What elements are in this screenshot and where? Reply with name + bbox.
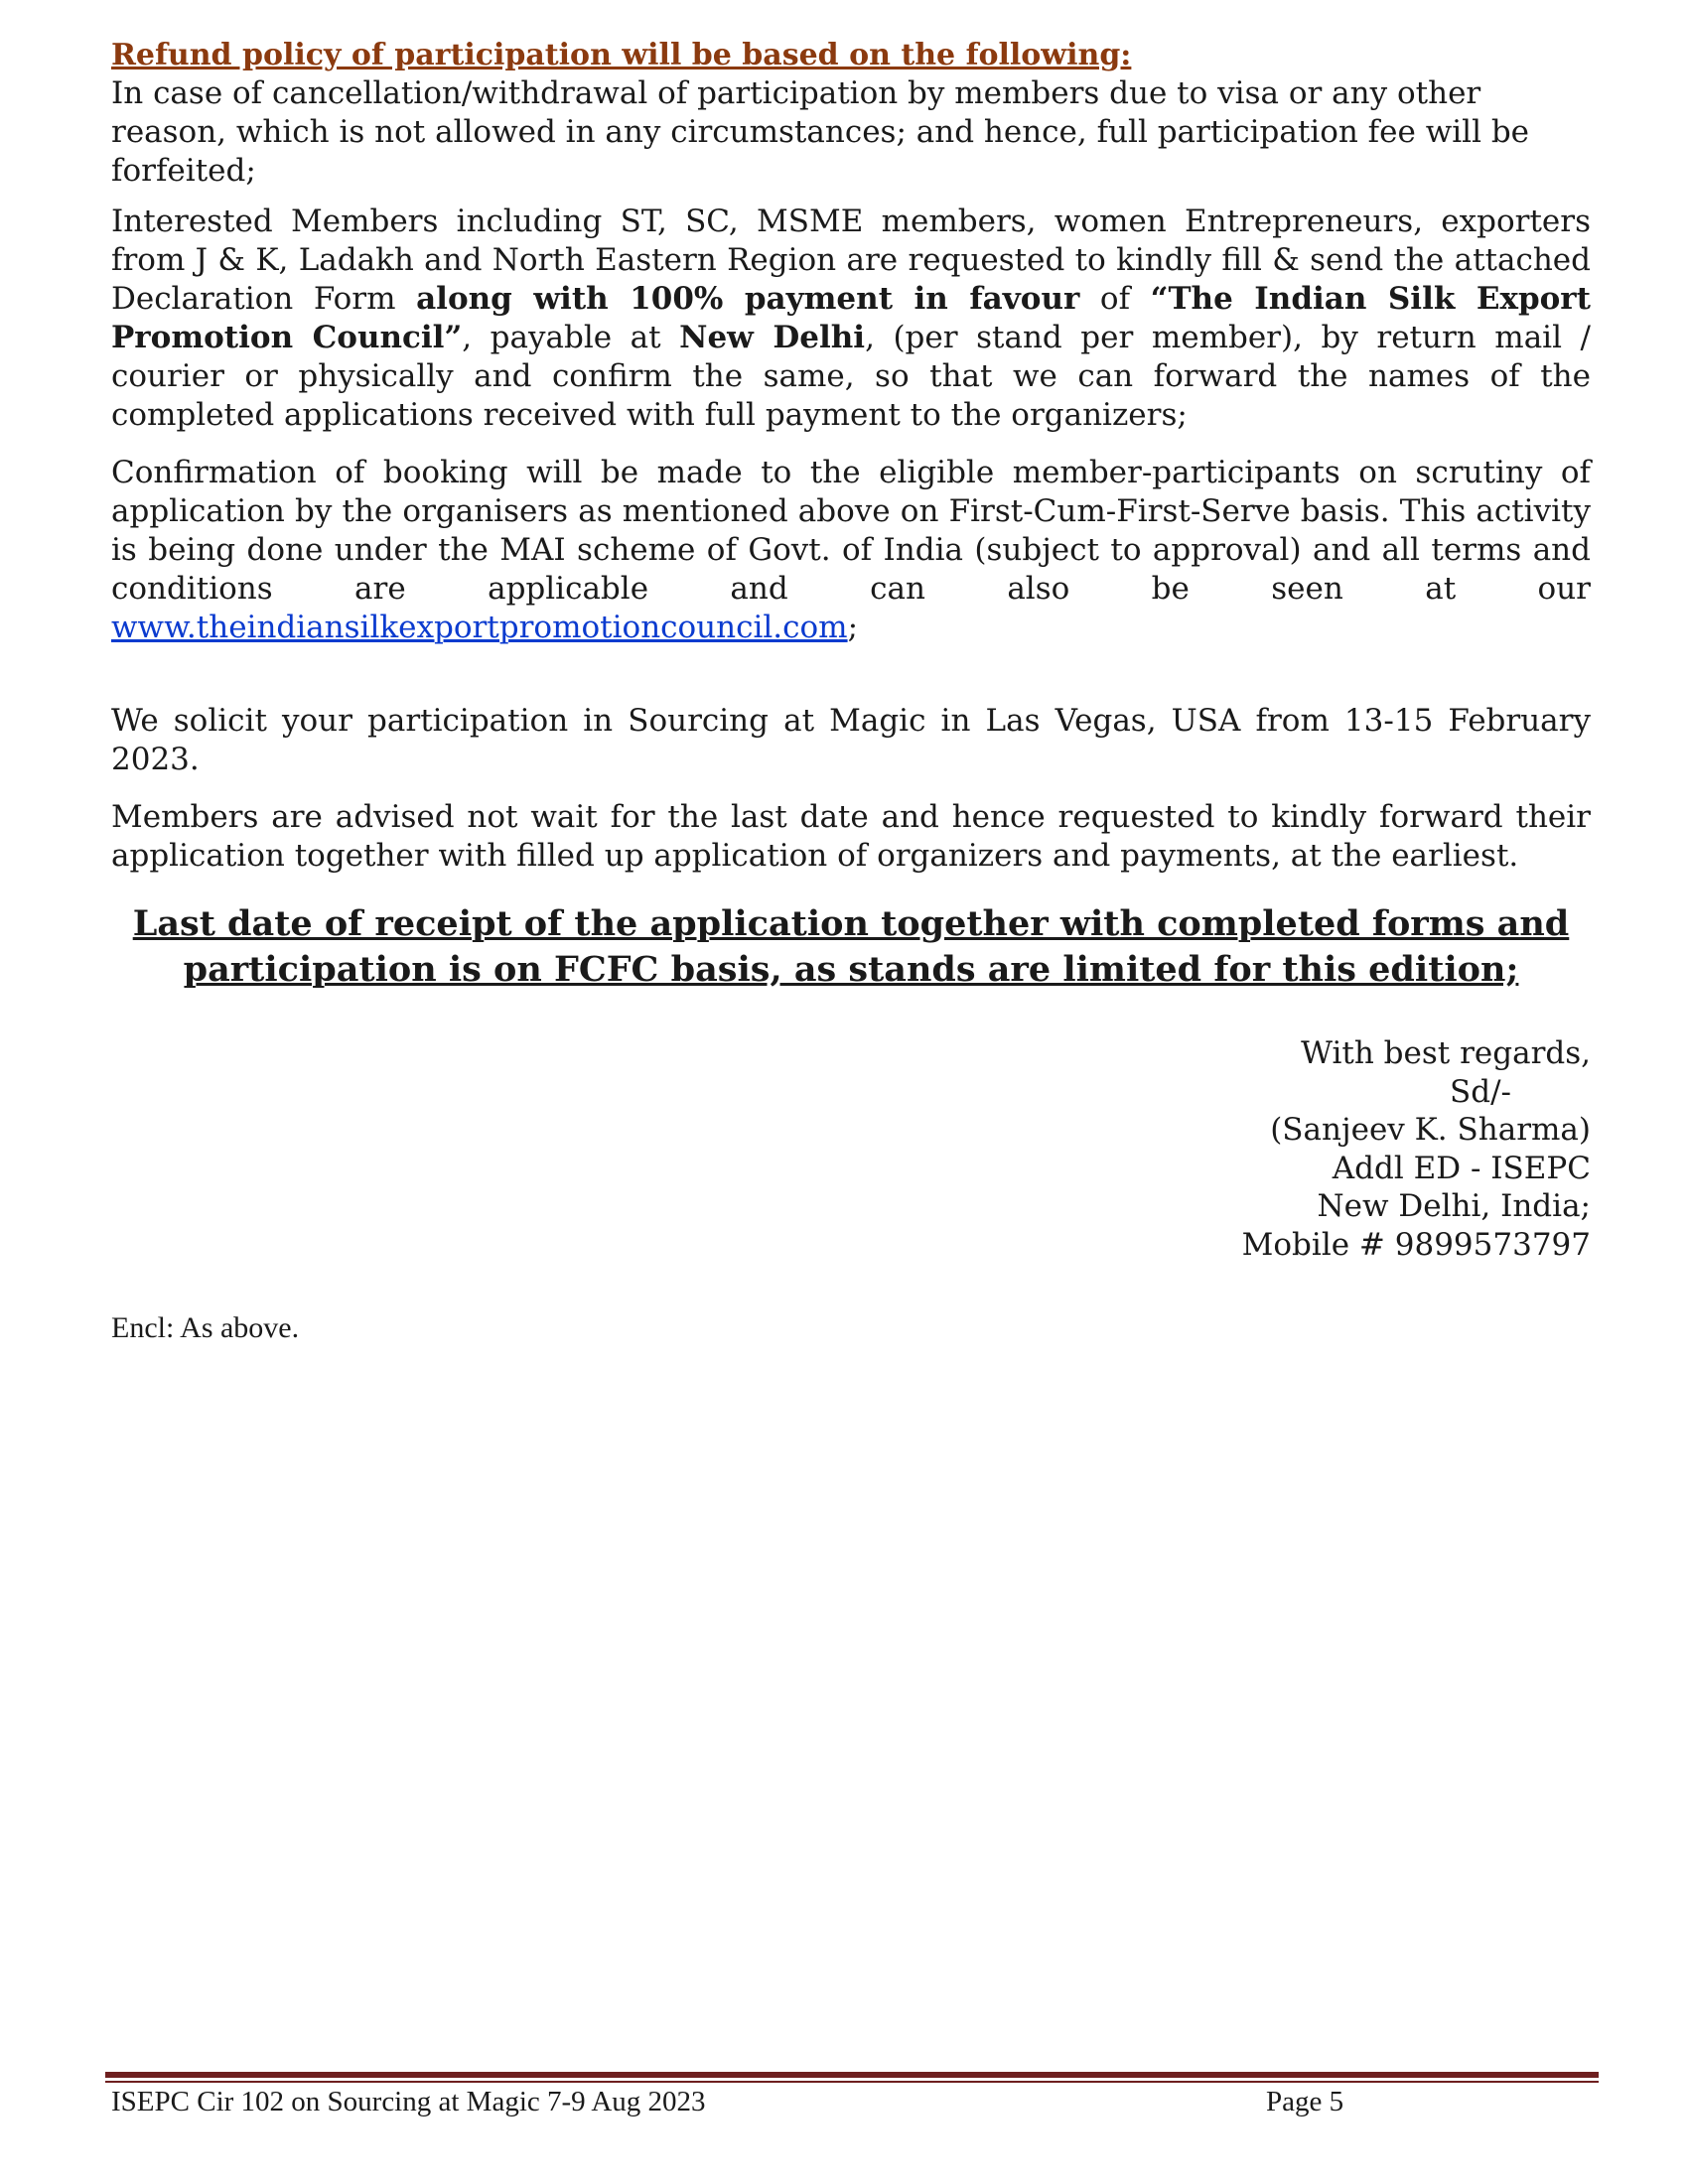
interested-text-4: , (per stand per member), by return mail / courier or physically and confirm the same, so that we can forward the names of the completed applications received with full payment to the organizers; [111,320,1591,433]
interested-text-2: of [1079,281,1151,317]
signature-regards: With best regards, [1301,1035,1591,1071]
last-date-line-2: participation is on FCFC basis, as stands are limited for this edition; [183,949,1519,990]
footer-divider-thick [105,2072,1599,2078]
footer-circular-reference: ISEPC Cir 102 on Sourcing at Magic 7-9 Aug 2023 [111,2086,706,2117]
refund-policy-heading: Refund policy of participation will be based on the following: [111,38,1132,72]
advice-paragraph: Members are advised not wait for the last date and hence requested to kindly forward their application together with filled up application of organizers and payments, at the earliest. [111,799,1591,874]
refund-policy-text: In case of cancellation/withdrawal of participation by members due to visa or any other reason, which is not allowed in any circumstances; and hence, full participation fee will be forfeited; [111,75,1530,189]
payment-requirement-bold: along with 100% payment in favour [416,281,1080,317]
payable-city-bold: New Delhi [679,320,866,355]
signatory-name: (Sanjeev K. Sharma) [1270,1112,1591,1148]
signature-sd: Sd/- [1450,1073,1511,1110]
confirmation-paragraph [111,454,1591,647]
interested-members-paragraph [111,203,1591,435]
interested-text-3: , payable at [462,320,680,355]
council-website-link[interactable]: www.theindiansilkexportpromotioncouncil.com [111,610,848,645]
signature-block [111,1034,1591,1264]
last-date-line-1: Last date of receipt of the application together with completed forms and [132,903,1570,944]
confirmation-text: Confirmation of booking will be made to the eligible member-participants on scrutiny of application by the organisers as mentioned above on First-Cum-First-Serve basis. This activity is being done under the MAI scheme of Govt. of India (subject to approval) and all terms and conditions are applicable and can also be seen at our [111,455,1591,607]
council-name-bold: “The Indian Silk Export Promotion Council” [111,281,1591,355]
interested-text-1: Interested Members including ST, SC, MSME members, women Entrepreneurs, exporters from J & K, Ladakh and North Eastern Region are requested to kindly fill & send the attached Declaration Form [111,204,1591,317]
solicit-paragraph: We solicit your participation in Sourcing at Magic in Las Vegas, USA from 13-15 February 2023. [111,703,1591,777]
footer-divider-thin [105,2081,1599,2083]
confirmation-end: ; [847,610,859,645]
enclosure-note: Encl: As above. [111,1311,300,1344]
signatory-location: New Delhi, India; [1317,1188,1591,1224]
footer-page-number: Page 5 [1266,2086,1344,2117]
last-date-notice [111,901,1591,993]
signatory-designation: Addl ED - ISEPC [1332,1150,1591,1186]
signatory-mobile: Mobile # 9899573797 [1241,1226,1591,1263]
document-page [111,36,1591,1347]
